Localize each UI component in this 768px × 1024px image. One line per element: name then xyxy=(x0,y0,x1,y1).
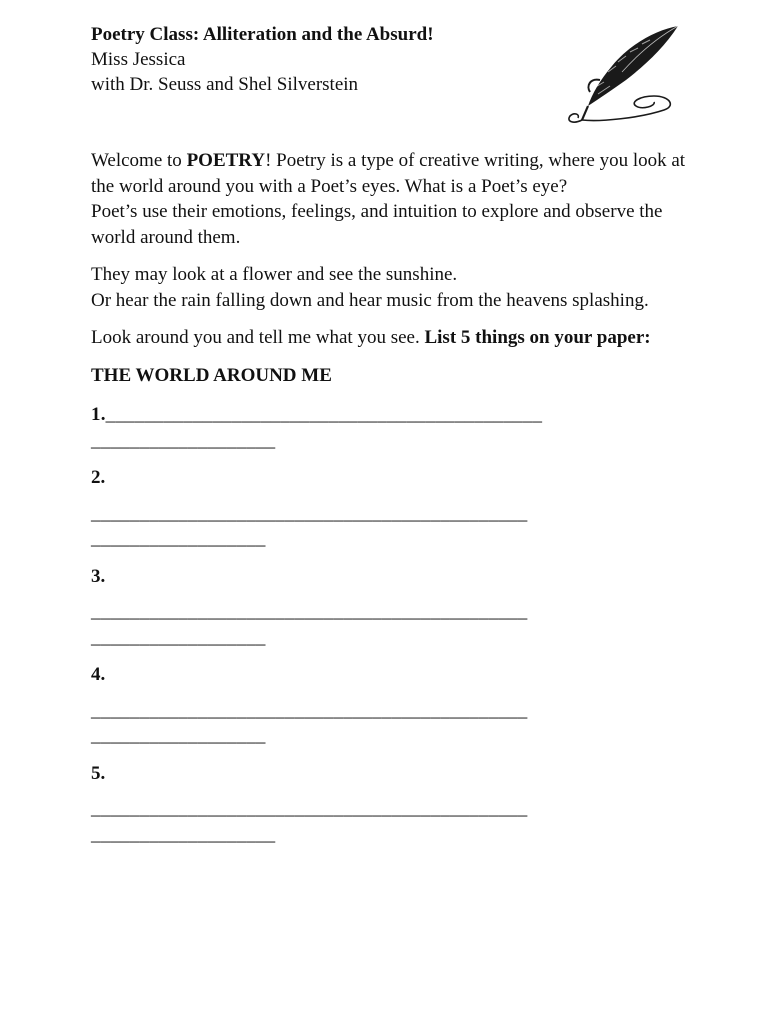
instruction-text: Look around you and tell me what you see. xyxy=(91,327,425,348)
answer-line[interactable]: _____________________________________________ xyxy=(91,601,528,622)
item-number: 2. xyxy=(91,467,106,488)
answer-line[interactable]: ___________________ xyxy=(91,823,276,845)
intro-paragraph-2 xyxy=(91,262,691,313)
item-number: 4. xyxy=(91,664,106,685)
list-item xyxy=(91,465,691,552)
item-number: 3. xyxy=(91,565,106,587)
intro-paragraph-1 xyxy=(91,148,691,250)
intro-text: ! Poetry is a type of creative writing, where you look at the world around you with a Poet’s eyes. What is a Poet’s eye? xyxy=(91,150,686,197)
list-item xyxy=(91,564,691,651)
answer-line[interactable]: __________________ xyxy=(91,725,266,746)
answer-line[interactable]: __________________ xyxy=(91,528,266,549)
worksheet-title: Poetry Class: Alliteration and the Absurd! xyxy=(91,24,434,45)
answer-line[interactable]: _____________________________________________ xyxy=(91,699,528,721)
worksheet-body xyxy=(91,148,691,847)
list-heading: THE WORLD AROUND ME xyxy=(91,364,332,386)
item-number: 5. xyxy=(91,762,106,784)
poetry-emphasis: POETRY xyxy=(186,150,266,171)
answer-line[interactable]: _____________________________________________ xyxy=(91,798,528,819)
intro-text: Welcome to xyxy=(91,150,187,171)
instruction-emphasis: List 5 things on your paper: xyxy=(424,327,651,348)
list-item xyxy=(91,662,691,749)
list-item xyxy=(91,402,691,453)
answer-line[interactable]: _____________________________________________ xyxy=(91,502,528,524)
header xyxy=(91,22,434,97)
answer-line[interactable]: _____________________________________________ xyxy=(105,404,543,425)
answer-line[interactable]: ___________________ xyxy=(91,429,276,451)
intro-text: Or hear the rain falling down and hear music from the heavens splashing. xyxy=(91,289,649,311)
guest-authors: with Dr. Seuss and Shel Silverstein xyxy=(91,74,359,95)
item-number: 1. xyxy=(91,404,106,425)
answer-line[interactable]: __________________ xyxy=(91,626,266,648)
intro-text: They may look at a flower and see the sunshine. xyxy=(91,264,458,285)
intro-text: Poet’s use their emotions, feelings, and intuition to explore and observe the world around them. xyxy=(91,201,663,248)
quill-pen-icon xyxy=(560,22,686,126)
instruction-paragraph xyxy=(91,325,691,351)
teacher-name: Miss Jessica xyxy=(91,49,186,70)
list-item xyxy=(91,761,691,848)
